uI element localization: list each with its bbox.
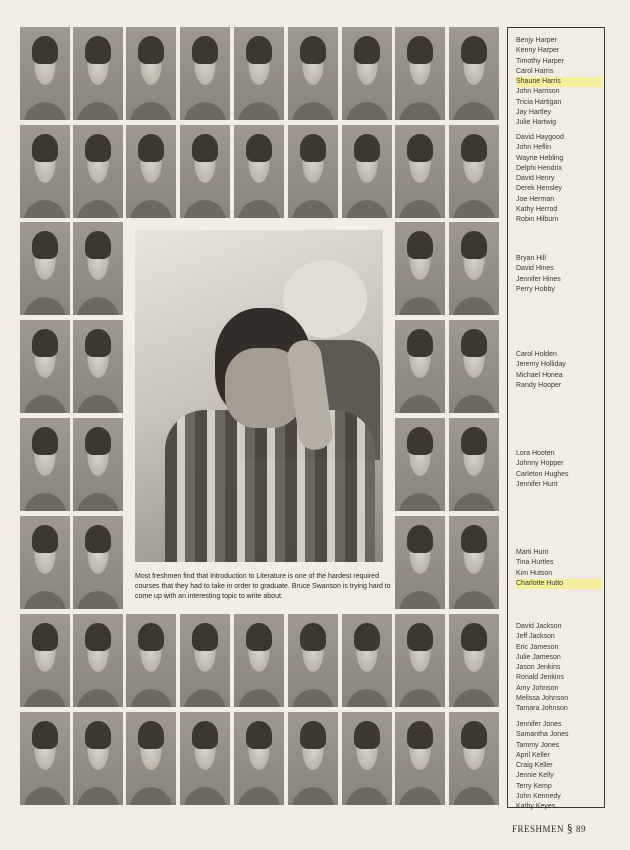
student-name: Bryan Hill	[516, 255, 546, 262]
student-name: Carol Harris	[516, 67, 554, 75]
student-portrait	[288, 712, 338, 805]
student-portrait	[395, 516, 445, 609]
student-name: Jason Jenkins	[516, 664, 561, 672]
name-group	[516, 133, 602, 226]
student-portrait	[449, 222, 499, 315]
student-portrait	[180, 614, 230, 707]
name-group	[516, 449, 602, 490]
student-name: Shaune Harris	[516, 77, 602, 87]
student-portrait	[180, 125, 230, 218]
student-portrait	[342, 614, 392, 707]
student-portrait	[288, 125, 338, 218]
student-portrait	[73, 712, 123, 805]
student-portrait	[20, 712, 70, 805]
name-group	[516, 36, 602, 129]
student-name: Amy Johnson	[516, 684, 559, 692]
student-name: Delphi Hendrix	[516, 164, 562, 172]
student-portrait	[449, 614, 499, 707]
student-portrait	[395, 222, 445, 315]
student-portrait	[73, 418, 123, 511]
student-name: John Harrison	[516, 88, 560, 96]
student-portrait	[234, 712, 284, 805]
student-name: Perry Hobby	[516, 285, 555, 293]
student-portrait	[73, 222, 123, 315]
section-symbol-icon: §	[566, 821, 574, 835]
student-name: Jennifer Hunt	[516, 480, 558, 488]
photo-caption: Most freshmen find that Introduction to Literature is one of the hardest required courses that they had to take in order to graduate. Bruce Swanson is trying hard to come up with an interesting topic to write about.	[135, 573, 391, 600]
section-title: FRESHMEN	[512, 824, 565, 834]
student-name: Kathy Herrod	[516, 206, 558, 214]
student-name: Benjy Harper	[516, 37, 557, 44]
student-name: Melissa Johnson	[516, 695, 569, 703]
student-portrait	[395, 27, 445, 120]
student-name: Ronald Jenkins	[516, 674, 564, 682]
student-portrait	[288, 614, 338, 707]
student-name: Jennie Kelly	[516, 772, 554, 780]
student-name: Tamara Johnson	[516, 705, 568, 713]
student-portrait	[449, 125, 499, 218]
student-name: Johnny Hopper	[516, 460, 564, 468]
student-portrait	[20, 614, 70, 707]
student-name: Randy Hooper	[516, 381, 562, 389]
student-portrait	[342, 27, 392, 120]
student-portrait	[395, 418, 445, 511]
student-portrait	[449, 418, 499, 511]
student-name: Robin Hilburn	[516, 216, 559, 224]
student-name: Kathy Keyes	[516, 803, 556, 811]
page-footer	[512, 821, 586, 836]
student-name: Michael Honea	[516, 371, 563, 379]
page-number: 89	[576, 824, 587, 834]
student-name: Jeremy Holliday	[516, 361, 566, 369]
student-portrait	[126, 27, 176, 120]
student-portrait	[20, 125, 70, 218]
student-name: Joe Herman	[516, 195, 555, 203]
student-portrait	[395, 320, 445, 413]
student-name: Jennifer Jones	[516, 721, 562, 728]
student-name: Craig Keller	[516, 762, 553, 770]
student-portrait	[73, 125, 123, 218]
student-name: Lora Hooten	[516, 450, 555, 457]
student-portrait	[449, 712, 499, 805]
student-name: Timothy Harper	[516, 57, 564, 65]
student-name: Derek Hensley	[516, 185, 562, 193]
name-group	[516, 254, 602, 295]
student-portrait	[234, 27, 284, 120]
student-name: Kim Hutson	[516, 569, 553, 577]
name-group	[516, 350, 602, 391]
student-name: Carol Holden	[516, 351, 557, 358]
student-name: Jennifer Hines	[516, 275, 561, 283]
student-portrait	[342, 125, 392, 218]
student-name: Tina Hurtles	[516, 559, 554, 567]
student-name: Julie Jameson	[516, 653, 561, 661]
student-name: Wayne Hebling	[516, 154, 564, 162]
student-name: Charlotte Hutto	[516, 579, 602, 589]
name-group	[516, 548, 602, 589]
student-portrait	[73, 614, 123, 707]
student-portrait	[395, 614, 445, 707]
student-name: Marti Hunt	[516, 549, 549, 556]
student-name: Julie Hartwig	[516, 119, 557, 127]
student-portrait	[180, 712, 230, 805]
student-name: David Hines	[516, 265, 554, 273]
student-portrait	[449, 320, 499, 413]
student-name: April Keller	[516, 751, 550, 759]
feature-photo	[135, 230, 383, 562]
student-name: Carleton Hughes	[516, 470, 569, 478]
student-portrait	[395, 712, 445, 805]
student-portrait	[395, 125, 445, 218]
student-portrait	[20, 222, 70, 315]
student-name: David Henry	[516, 175, 555, 183]
student-portrait	[234, 125, 284, 218]
student-portrait	[126, 614, 176, 707]
student-portrait	[73, 320, 123, 413]
student-portrait	[342, 712, 392, 805]
student-name: Samantha Jones	[516, 731, 569, 739]
student-name: Tricia Hartigan	[516, 98, 562, 106]
student-portrait	[73, 27, 123, 120]
student-portrait	[126, 125, 176, 218]
student-portrait	[20, 418, 70, 511]
student-portrait	[449, 516, 499, 609]
student-name: Jay Hartley	[516, 109, 552, 117]
student-name: Terry Kemp	[516, 782, 552, 790]
student-portrait	[180, 27, 230, 120]
student-portrait	[449, 27, 499, 120]
student-portrait	[288, 27, 338, 120]
student-portrait	[234, 614, 284, 707]
student-name: David Haygood	[516, 134, 564, 141]
student-portrait	[20, 27, 70, 120]
student-name: David Jackson	[516, 623, 562, 630]
student-name: Tammy Jones	[516, 741, 560, 749]
student-name: Jeff Jackson	[516, 633, 555, 641]
student-portrait	[73, 516, 123, 609]
student-name: John Kennedy	[516, 793, 561, 801]
name-group	[516, 622, 602, 715]
student-portrait	[20, 516, 70, 609]
student-name: Eric Jameson	[516, 643, 559, 651]
student-portrait	[126, 712, 176, 805]
student-name: Kenny Harper	[516, 47, 560, 55]
name-group	[516, 720, 602, 813]
student-name: John Heflin	[516, 144, 552, 152]
student-portrait	[20, 320, 70, 413]
